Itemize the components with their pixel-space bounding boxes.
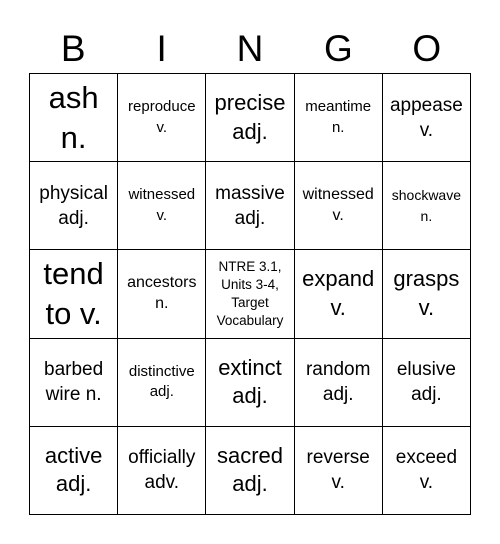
bingo-cell-text: NTRE 3.1, Units 3-4, Target Vocabulary	[216, 258, 284, 329]
bingo-cell-text: witnessed v.	[128, 186, 196, 224]
bingo-cell-text: expand v.	[302, 266, 375, 320]
bingo-cell-text: grasps v.	[393, 266, 460, 320]
bingo-cell-text: precise adj.	[214, 90, 286, 144]
bingo-cell[interactable]	[383, 427, 471, 515]
bingo-cell[interactable]	[383, 74, 471, 162]
bingo-cell-text: reverse v.	[306, 447, 370, 494]
bingo-cell-text: ash n.	[48, 79, 99, 155]
bingo-cell-text: elusive adj.	[396, 359, 456, 406]
bingo-header	[29, 26, 471, 72]
bingo-cell-text: witnessed v.	[302, 185, 374, 224]
header-letter-b: B	[60, 28, 86, 69]
header-letter-n: N	[236, 28, 264, 69]
bingo-cell-text: shockwave n.	[391, 187, 462, 224]
bingo-cell-text: tend to v.	[43, 256, 104, 331]
bingo-cell[interactable]	[30, 162, 118, 250]
bingo-cell-text: random adj.	[305, 359, 371, 406]
bingo-cell-text: appease v.	[389, 94, 463, 141]
header-letter-g: G	[323, 28, 353, 69]
bingo-cell[interactable]	[383, 162, 471, 250]
bingo-cell[interactable]	[118, 162, 206, 250]
bingo-cell-text: officially adv.	[128, 447, 196, 494]
bingo-cell-text: barbed wire n.	[44, 359, 104, 406]
bingo-cell[interactable]	[295, 162, 383, 250]
bingo-cell[interactable]	[118, 250, 206, 338]
bingo-cell-text: reproduce v.	[128, 97, 196, 136]
bingo-cell[interactable]	[206, 339, 294, 427]
bingo-cell[interactable]	[206, 162, 294, 250]
bingo-cell[interactable]	[118, 74, 206, 162]
bingo-cell[interactable]	[295, 339, 383, 427]
bingo-cell[interactable]	[118, 427, 206, 515]
bingo-cell-text: active adj.	[44, 442, 103, 497]
header-letter-o: O	[412, 28, 442, 69]
bingo-cell[interactable]	[383, 250, 471, 338]
bingo-cell-text: physical adj.	[39, 182, 108, 229]
bingo-cell-text: massive adj.	[215, 182, 285, 229]
bingo-cell[interactable]	[30, 339, 118, 427]
bingo-cell-text: exceed v.	[395, 447, 458, 494]
bingo-cell[interactable]	[206, 74, 294, 162]
bingo-cell-text: ancestors n.	[127, 274, 197, 312]
header-letter-i: I	[156, 28, 167, 69]
bingo-free-cell[interactable]	[206, 250, 294, 338]
bingo-cell[interactable]	[30, 250, 118, 338]
bingo-cell-text: distinctive adj.	[128, 362, 195, 401]
bingo-cell[interactable]	[30, 74, 118, 162]
bingo-cell-text: meantime n.	[305, 97, 372, 136]
bingo-cell[interactable]	[295, 74, 383, 162]
bingo-cell[interactable]	[295, 427, 383, 515]
bingo-cell-text: sacred adj.	[216, 442, 284, 497]
bingo-card-grid	[29, 73, 471, 515]
bingo-cell[interactable]	[118, 339, 206, 427]
bingo-cell[interactable]	[206, 427, 294, 515]
bingo-cell-text: extinct adj.	[218, 354, 282, 409]
bingo-cell[interactable]	[30, 427, 118, 515]
bingo-cell[interactable]	[295, 250, 383, 338]
bingo-cell[interactable]	[383, 339, 471, 427]
